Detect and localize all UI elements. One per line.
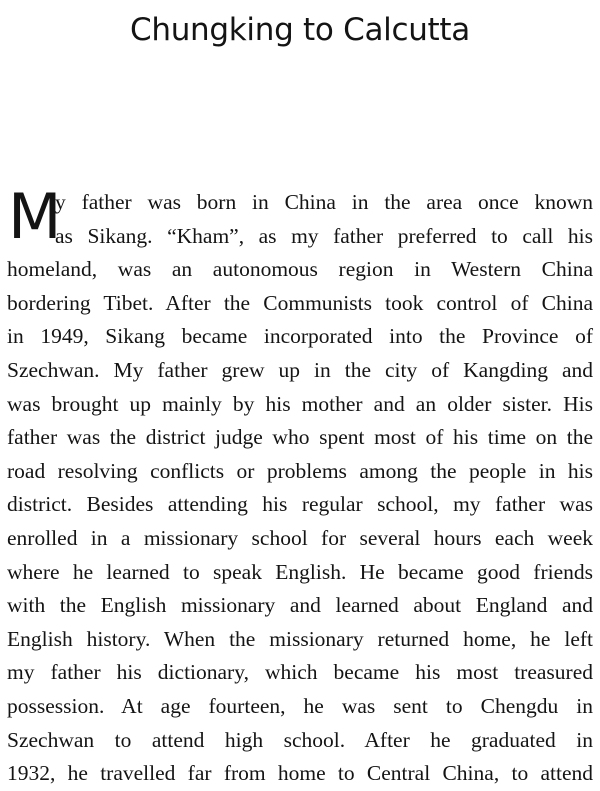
text-line: father was the district judge who spent most of his time on the — [7, 425, 593, 450]
chapter-title: Chungking to Calcutta — [130, 12, 470, 48]
text-line: 1932, he travelled far from home to Central China, to attend — [7, 761, 593, 786]
text-line: in 1949, Sikang became incorporated into the Province of — [7, 324, 593, 349]
body-paragraph — [7, 180, 593, 791]
text-line: enrolled in a missionary school for several hours each week — [7, 525, 593, 550]
text-line: homeland, was an autonomous region in Western China — [7, 257, 593, 282]
text-line: Szechwan to attend high school. After he graduated in — [7, 727, 593, 752]
text-line: y father was born in China in the area once known — [55, 190, 593, 214]
text-line: bordering Tibet. After the Communists took control of China — [7, 290, 593, 315]
text-line: English history. When the missionary returned home, he left — [7, 626, 593, 651]
text-line: road resolving conflicts or problems among the people in his — [7, 458, 593, 483]
text-line: where he learned to speak English. He became good friends — [7, 559, 593, 584]
text-line: possession. At age fourteen, he was sent to Chengdu in — [7, 693, 593, 718]
text-line: as Sikang. “Kham”, as my father preferred to call his — [55, 223, 593, 248]
text-line: district. Besides attending his regular school, my father was — [7, 492, 593, 517]
text-line: with the English missionary and learned about England and — [7, 593, 593, 618]
text-line: Szechwan. My father grew up in the city of Kangding and — [7, 357, 593, 382]
drop-cap-letter: M — [8, 180, 60, 253]
text-line: my father his dictionary, which became his most treasured — [7, 660, 593, 685]
text-line: was brought up mainly by his mother and an older sister. His — [7, 391, 593, 416]
